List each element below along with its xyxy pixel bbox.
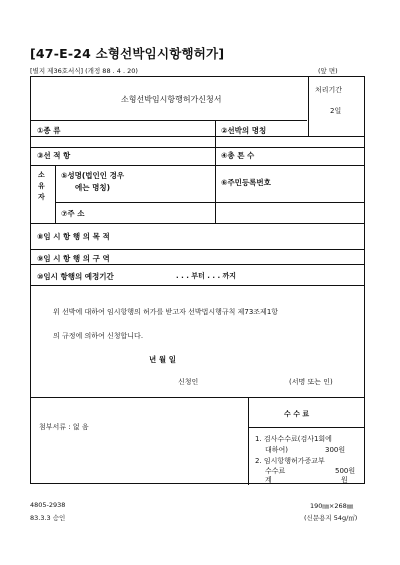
- divider: [55, 202, 364, 203]
- fee-total-unit: 원: [341, 476, 348, 484]
- fee-item-2-note: 수수료: [265, 467, 286, 475]
- label-owner-name-note: 에는 명칭): [75, 183, 111, 192]
- side-note: (앞 면): [318, 67, 338, 75]
- footer-code: 4805-2938: [30, 501, 66, 509]
- form-reference: [별지 제36호서식] (개정 88 . 4 . 20): [30, 67, 138, 75]
- fee-title: 수 수 료: [284, 410, 310, 418]
- fee-item-1: 1. 검사수수료(검사1회에: [255, 435, 332, 443]
- fee-item-2-amount: 500원: [335, 467, 356, 475]
- attachments: 첨부서류 : 없 음: [39, 423, 89, 431]
- label-ship-name: ②선박의 명칭: [221, 126, 267, 135]
- document-title: [47-E-24 소형선박임시항행허가]: [30, 46, 225, 61]
- signature-note: (서명 또는 인): [289, 378, 333, 386]
- divider: [308, 77, 309, 136]
- fee-item-1-amount: 300원: [325, 446, 346, 454]
- label-gross-tonnage: ④총 톤 수: [221, 151, 255, 160]
- divider: [31, 223, 364, 224]
- label-resident-number: ⑥주민등록번호: [221, 178, 271, 187]
- applicant-label: 신청인: [178, 378, 199, 386]
- fee-total-label: 계: [265, 476, 272, 484]
- date-line: 년 월 일: [149, 355, 176, 364]
- period-value: . . . 부터 . . . 까지: [176, 272, 237, 280]
- divider: [31, 285, 364, 286]
- divider: [31, 120, 307, 121]
- footer-size: 190㎜×268㎜: [310, 502, 354, 510]
- divider: [31, 165, 364, 166]
- divider: [215, 120, 216, 223]
- footer-approval: 83.3.3 승인: [30, 514, 66, 522]
- fee-item-1-note: 대하여): [265, 446, 289, 454]
- statement-line-1: 위 선박에 대하여 임시항행의 허가를 받고자 선박법시행규칙 제73조제1항: [53, 308, 279, 316]
- divider: [31, 136, 364, 137]
- label-period: ⑩임시 항행의 예정기간: [37, 272, 114, 281]
- divider: [248, 427, 364, 428]
- divider: [55, 165, 56, 223]
- statement-line-2: 의 규정에 의하여 신청합니다.: [53, 332, 144, 340]
- application-form: [30, 76, 365, 484]
- label-type: ①종 류: [37, 126, 61, 135]
- label-area: ⑨임 시 항 행 의 구 역: [37, 254, 110, 263]
- footer-paper: (신문용지 54g/㎡): [304, 514, 358, 522]
- label-owner-name: ⑤성명(법인인 경우: [61, 171, 125, 180]
- processing-period-label: 처리기간: [315, 86, 343, 94]
- divider: [248, 397, 249, 485]
- label-address: ⑦주 소: [61, 209, 85, 218]
- divider: [31, 397, 364, 398]
- label-purpose: ⑧임 시 항 행 의 목 적: [37, 232, 110, 241]
- divider: [31, 264, 364, 265]
- divider: [31, 147, 364, 148]
- fee-item-2: 2. 임시항행허가증교부: [255, 457, 325, 465]
- form-heading: 소형선박임시항행허가신청서: [121, 95, 222, 104]
- processing-period-value: 2일: [330, 107, 342, 115]
- label-home-port: ③선 적 항: [37, 151, 71, 160]
- label-owner-group: 소유자: [38, 171, 45, 201]
- divider: [31, 249, 364, 250]
